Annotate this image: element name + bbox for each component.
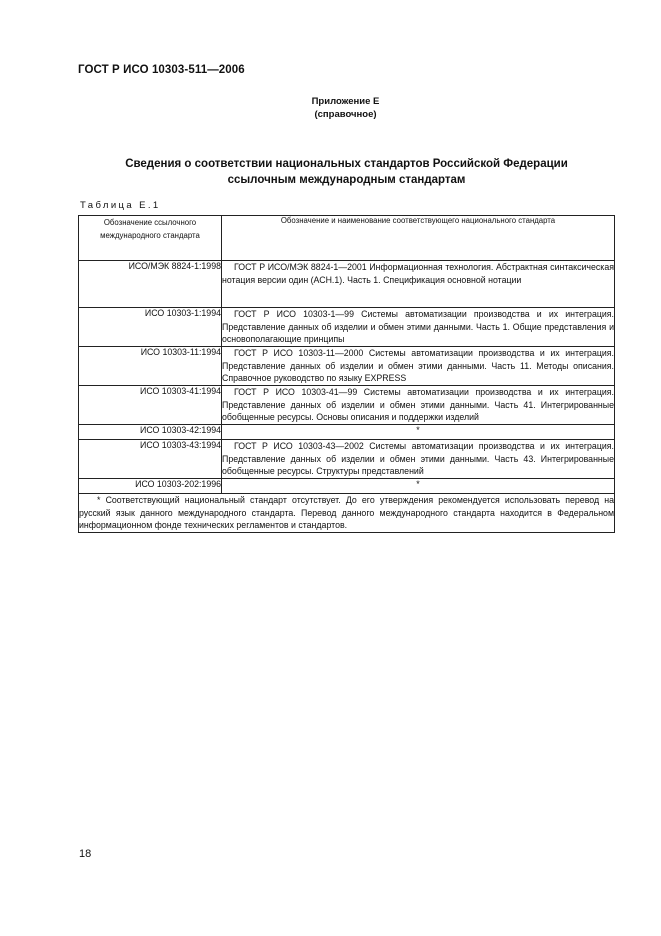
table-row — [79, 386, 615, 425]
table-row — [79, 261, 615, 308]
table-row — [79, 479, 615, 494]
table-row — [79, 440, 615, 479]
international-standard-code: ИСО 10303-1:1994 — [79, 308, 222, 347]
appendix-heading — [0, 95, 661, 121]
table-header-row — [79, 216, 615, 261]
document-header: ГОСТ Р ИСО 10303-511—2006 — [78, 64, 245, 76]
table-row — [79, 347, 615, 386]
page-number: 18 — [79, 848, 92, 860]
table-row — [79, 308, 615, 347]
table-footnote: * Соответствующий национальный стандарт отсутствует. До его утверждения рекомендуется использовать перевод на русский язык данного международного стандарта. Перевод данного международного стандарта находится в Федеральном информационном фонде технических регламентов и стандартов. — [79, 494, 615, 533]
correspondence-table — [78, 215, 615, 533]
national-standard-description: ГОСТ Р ИСО/МЭК 8824-1—2001 Информационная технология. Абстрактная синтаксическая нотация версии один (АСН.1). Часть 1. Спецификация основной нотации — [222, 261, 615, 308]
no-national-standard-marker: * — [222, 479, 615, 494]
table-footnote-row — [79, 494, 615, 533]
table-row — [79, 425, 615, 440]
no-national-standard-marker: * — [222, 425, 615, 440]
section-title-line1: Сведения о соответствии национальных стандартов Российской Федерации — [125, 158, 568, 170]
national-standard-description: ГОСТ Р ИСО 10303-41—99 Системы автоматизации производства и их интеграция. Представление данных об изделии и обмен этими данными. Часть 41. Интегрированные обобщенные ресурсы. Основы описания и поддержки изделий — [222, 386, 615, 425]
section-title — [78, 156, 615, 188]
international-standard-code: ИСО 10303-42:1994 — [79, 425, 222, 440]
international-standard-code: ИСО 10303-202:1996 — [79, 479, 222, 494]
international-standard-code: ИСО/МЭК 8824-1:1998 — [79, 261, 222, 308]
international-standard-code: ИСО 10303-41:1994 — [79, 386, 222, 425]
national-standard-description: ГОСТ Р ИСО 10303-11—2000 Системы автоматизации производства и их интеграция. Представление данных об изделии и обмен этими данными. Часть 11. Методы описания. Справочное руководство по языку EXPRESS — [222, 347, 615, 386]
column-header-international: Обозначение ссылочного международного стандарта — [79, 216, 222, 261]
national-standard-description: ГОСТ Р ИСО 10303-43—2002 Системы автоматизации производства и их интеграция. Представление данных об изделии и обмен этими данными. Часть 43. Интегрированные обобщенные ресурсы. Структуры представлений — [222, 440, 615, 479]
appendix-title: Приложение Е — [311, 96, 380, 107]
national-standard-description: ГОСТ Р ИСО 10303-1—99 Системы автоматизации производства и их интеграция. Представление данных об изделии и обмен этими данными. Часть 1. Общие представления и основополагающие принципы — [222, 308, 615, 347]
international-standard-code: ИСО 10303-11:1994 — [79, 347, 222, 386]
column-header-national: Обозначение и наименование соответствующего национального стандарта — [222, 216, 615, 261]
international-standard-code: ИСО 10303-43:1994 — [79, 440, 222, 479]
section-title-line2: ссылочным международным стандартам — [227, 174, 466, 186]
appendix-subtitle: (справочное) — [314, 109, 377, 120]
table-label: Таблица Е.1 — [80, 200, 161, 211]
